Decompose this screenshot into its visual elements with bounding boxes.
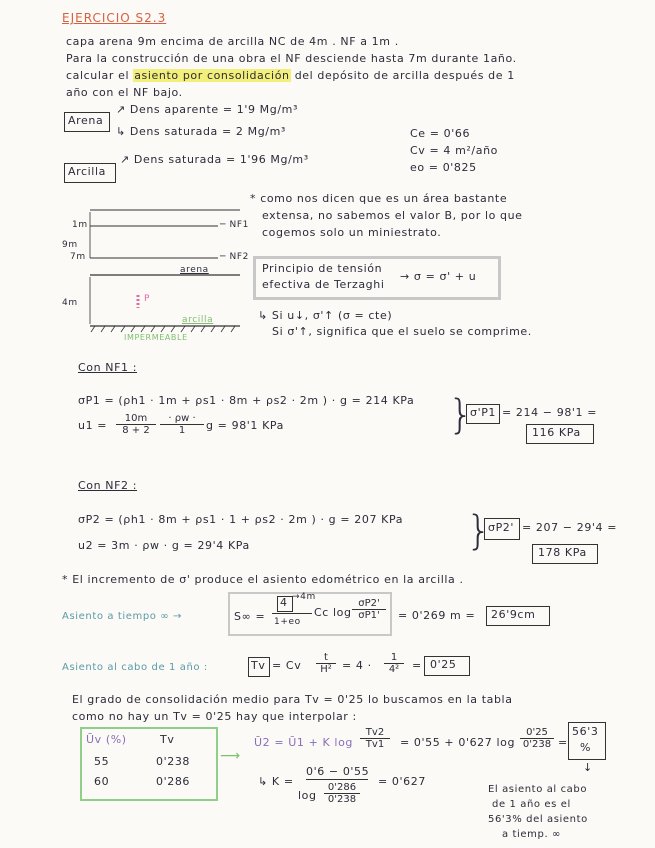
note-line-2: extensa, no sabemos el valor B, por lo que [262,209,523,222]
asiento-1-f-num: t [316,652,336,664]
nf2-result-eq: = 207 − 29'4 = [522,521,618,534]
nf1-heading: Con NF1 : [78,361,138,374]
asiento-1-label: Asiento al cabo de 1 año : [62,662,208,673]
nf1-label: ─ NF1 [220,220,249,230]
asiento-1-eq2: = 4 · [342,659,372,672]
interp-fraction-2 [520,727,554,750]
asiento-inf-h-note: →4m [292,592,316,602]
depth-1m: 1m [72,220,88,230]
nf2-sigma: σP2 = (ρh1 · 8m + ρs1 · 1 + ρs2 · 2m ) · g = 207 KPa [78,513,404,526]
nf1-brace: } [448,392,475,438]
asiento-1-fraction [316,652,336,675]
asiento-inf-den: 1+eo [274,617,301,627]
asiento-inf-f-num: σP2' [352,598,386,610]
asiento-inf-result-value: 26'9cm [491,608,536,621]
eo-value: eo = 0'825 [410,161,477,174]
nf1-u-mid: · ρw · [160,413,204,425]
intro-line-3 [66,70,515,83]
nf1-u-mid-den: 1 [178,425,186,436]
uv-result-2: % [580,741,592,754]
tv-result: 0'25 [430,658,457,671]
asiento-inf-h: 4 [280,596,288,609]
implication-line-2: Si σ'↑, significa que el suelo se comprime. [272,325,532,338]
intro-line-3b: del depósito de arcilla después de 1 [294,69,515,82]
interp-lhs: Ū2 = Ū1 + K log [254,736,353,749]
nf1-u-label: u1 = [78,419,108,432]
nf2-label: ─ NF2 [220,252,249,262]
table-row-1-uv: 55 [94,755,110,768]
interp-eq: = [558,736,568,749]
asiento-inf-label: Asiento a tiempo ∞ → [62,611,182,622]
conclusion-line-4: a tiemp. ∞ [502,829,561,840]
asiento-inf-result: = 0'269 m = [398,609,476,622]
asiento-1-fraction-2 [384,652,404,675]
k-label: ↳ K = [258,775,294,788]
note-line-3: cogemos solo un miniestrato. [262,226,442,239]
conclusion-line-3: 56'3% del asiento [488,814,588,825]
nf2-u: u2 = 3m · ρw · g = 29'4 KPa [78,539,250,552]
nf1-result-value: 116 KPa [532,426,581,439]
asiento-1-f2-den: 4² [388,664,400,675]
conclusion-arrow: ↓ [583,761,593,774]
asiento-inf-frac-line [272,613,312,614]
nf1-u-den: 8 + 2 [122,425,150,436]
intro-line-2: Para la construcción de una obra el NF desciende hasta 7m durante 1año. [66,52,517,65]
nf1-rhow-fraction [160,413,204,436]
table-header-uv: Ūv (%) [86,733,127,746]
consol-line-2: como no hay un Tv = 0'25 hay que interpolar : [72,710,357,723]
arcilla-layer-label: arcilla [182,315,214,325]
asiento-inf-s: S∞ = [234,610,266,623]
asiento-1-f-den: H² [320,664,332,675]
note-line-1: * como nos dicen que es un área bastante [250,192,508,205]
interp-fraction [360,727,390,750]
interp-f2-num: 0'25 [520,727,554,739]
table-row-1-tv: 0'238 [156,755,191,768]
nf2-result-label: σP2' [488,521,515,534]
nf1-u-value: g = 98'1 KPa [206,419,285,432]
intro-line-3a: calcular el [66,69,130,82]
depth-9m: 9m [62,240,78,250]
arena-dens-aparente: ↗ Dens aparente = 1'9 Mg/m³ [116,103,298,116]
arena-label: Arena [68,114,104,127]
impermeable-label: IMPERMEABLE [124,333,188,342]
depth-7m: 7m [70,252,86,262]
ce-value: Ce = 0'66 [410,127,471,140]
tv-label: Tv [251,659,266,672]
nf1-result-label: σ'P1 [470,406,497,419]
consol-line-1: El grado de consolidación medio para Tv = 0'25 lo buscamos en la tabla [72,693,513,706]
nf2-result-value: 178 KPa [538,546,587,559]
arena-layer-label: arena [180,265,209,275]
k-value: = 0'627 [378,775,426,788]
highlighted-phrase: asiento por consolidación [134,69,290,82]
asiento-1-f2-num: 1 [384,652,404,664]
page-title: EJERCICIO S2.3 [62,11,167,25]
nf2-heading: Con NF2 : [78,479,138,492]
principle-line-1: Principio de tensión [262,262,383,275]
intro-line-1: capa arena 9m encima de arcilla NC de 4m . NF a 1m . [66,35,399,48]
interp-mid: = 0'55 + 0'627 log [400,736,516,749]
interp-f-num: Tv2 [360,727,390,739]
asiento-inf-cclog: Cc log [314,606,352,619]
k-den-log: log [298,789,317,802]
conclusion-line-2: de 1 año es el [492,799,571,810]
asiento-1-eq3: = [412,659,422,672]
k-den-fraction [324,782,360,805]
arena-dens-saturada: ↳ Dens saturada = 2 Mg/m³ [116,125,286,138]
interp-f2-den: 0'238 [522,739,552,750]
k-den-num: 0'286 [324,782,360,794]
intro-line-4: año con el NF bajo. [66,86,183,99]
asiento-inf-f-den: σP1' [358,610,380,621]
table-row-2-uv: 60 [94,775,110,788]
k-num: 0'6 − 0'55 [306,765,370,778]
point-p: P [144,294,151,304]
table-arrow: ⟶ [220,748,241,764]
asiento-inf-stress-fraction [352,598,386,621]
nf1-sigma: σP1 = (ρh1 · 1m + ρs1 · 8m + ρs2 · 2m ) · g = 214 KPa [78,394,415,407]
implication-line-1: ↳ Si u↓, σ'↑ (σ = cte) [258,309,393,322]
principle-line-2: efectiva de Terzaghi [262,278,385,291]
table-header-tv: Tv [160,733,175,746]
uv-result-1: 56'3 [572,725,599,738]
increment-note: * El incremento de σ' produce el asiento edométrico en la arcilla . [62,573,464,586]
asiento-1-eq: = Cv [272,659,302,672]
k-den-den: 0'238 [327,794,357,805]
nf1-u-num: 10m [116,413,156,425]
cv-value: Cv = 4 m²/año [410,144,498,157]
conclusion-line-1: El asiento al cabo [488,784,588,795]
terzaghi-formula: → σ = σ' + u [400,270,477,283]
nf2-brace: } [466,508,493,554]
depth-4m: 4m [62,298,78,308]
interp-f-den: Tv1 [365,739,385,750]
arcilla-label: Arcilla [68,165,106,178]
nf1-result-eq: = 214 − 98'1 = [502,406,598,419]
table-row-2-tv: 0'286 [156,775,191,788]
nf1-u-fraction [116,413,156,436]
arcilla-dens-saturada: ↗ Dens saturada = 1'96 Mg/m³ [120,153,309,166]
